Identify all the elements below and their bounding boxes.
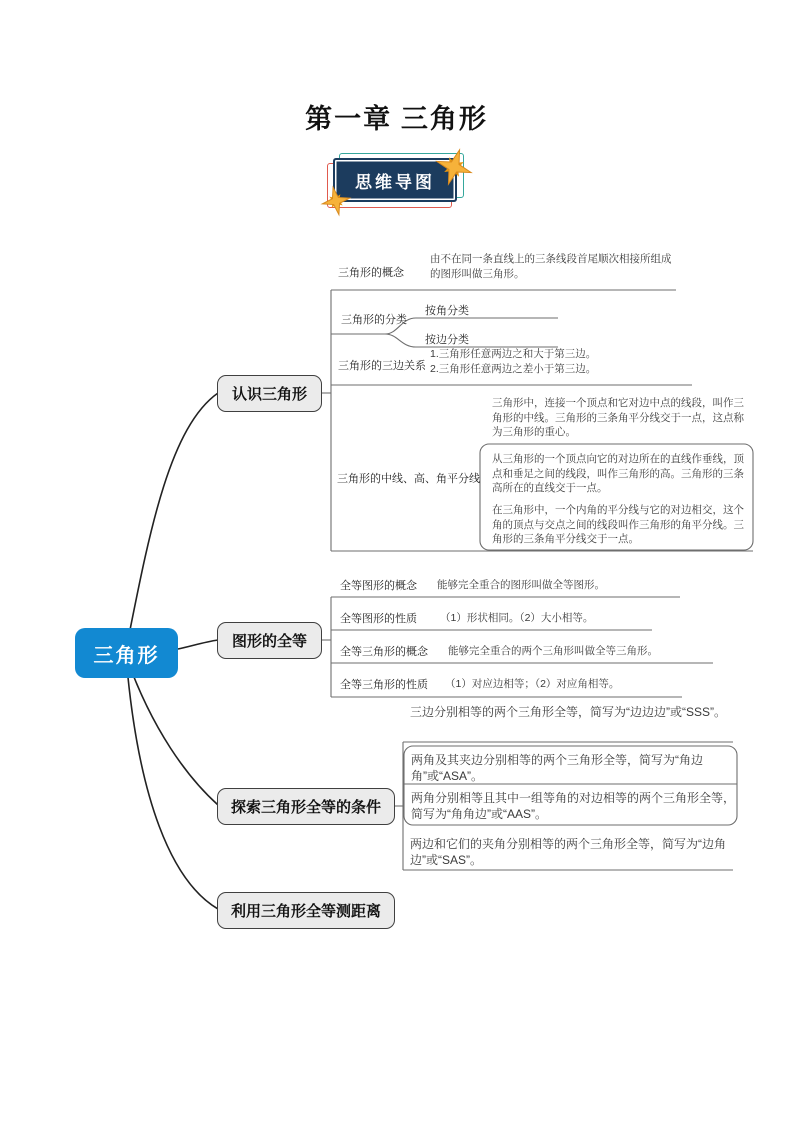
branch-label: 认识三角形 <box>231 386 307 403</box>
branch-node-congruent-figures <box>217 622 322 659</box>
subtopic-label-three-sides: 三角形的三边关系 <box>338 360 426 372</box>
branch-label: 探索三角形全等的条件 <box>230 799 381 816</box>
rule-sss: 三边分别相等的两个三角形全等，简写为“边边边”或“SSS”。 <box>410 705 726 719</box>
rule-sas: 两边和它们的夹角分别相等的两个三角形全等，简写为“边角边”或“SAS”。 <box>410 837 726 867</box>
subtopic-label-congruent-triangle-property: 全等三角形的性质 <box>340 679 428 691</box>
branch-label: 图形的全等 <box>231 633 307 650</box>
rule-aas: 两角分别相等且其中一组等角的对边相等的两个三角形全等，简写为“角角边”或“AAS”。 <box>411 791 736 821</box>
subtopic-label-congruent-figure-concept: 全等图形的概念 <box>340 580 417 592</box>
subtopic-desc-congruent-figure-concept: 能够完全重合的图形叫做全等图形。 <box>437 579 605 591</box>
branch-node-congruence-conditions <box>217 788 395 825</box>
subtopic-label-classify-by-side: 按边分类 <box>425 334 469 346</box>
subtopic-desc-congruent-figure-property: （1）形状相同。（2）大小相等。 <box>440 612 594 624</box>
root-node-label: 三角形 <box>93 644 160 667</box>
subtopic-desc-congruent-triangle-property: （1）对应边相等；（2）对应角相等。 <box>445 678 620 690</box>
mindmap-badge-label: 思维导图 <box>355 172 435 192</box>
branch-label: 利用三角形全等测距离 <box>230 903 381 920</box>
subtopic-desc-congruent-triangle-concept: 能够完全重合的两个三角形叫做全等三角形。 <box>448 645 658 657</box>
subtopic-desc-bisector: 在三角形中，一个内角的平分线与它的对边相交，这个角的顶点与交点之间的线段叫作三角形的角平分线。三角形的三条角平分线交于一点。 <box>492 504 744 545</box>
branch-node-know-triangle <box>217 375 322 412</box>
subtopic-desc-concept: 由不在同一条直线上的三条线段首尾顺次相接所组成的图形叫做三角形。 <box>430 253 672 280</box>
chapter-title: 第一章 三角形 <box>305 104 488 134</box>
rule-asa: 两角及其夹边分别相等的两个三角形全等，简写为“角边角”或“ASA”。 <box>411 753 703 783</box>
subtopic-label-classify: 三角形的分类 <box>341 314 407 326</box>
subtopic-label-classify-by-angle: 按角分类 <box>425 305 469 317</box>
subtopic-label-congruent-triangle-concept: 全等三角形的概念 <box>340 646 428 658</box>
subtopic-desc-three-sides: 1.三角形任意两边之和大于第三边。 2.三角形任意两边之差小于第三边。 <box>430 348 597 375</box>
branch-node-measure-distance <box>217 892 395 929</box>
subtopic-desc-height: 从三角形的一个顶点向它的对边所在的直线作垂线，顶点和垂足之间的线段，叫作三角形的高。三角形的三条高所在的直线交于一点。 <box>492 453 744 494</box>
subtopic-label-cevians: 三角形的中线、高、角平分线 <box>337 473 480 485</box>
subtopic-label-concept: 三角形的概念 <box>338 267 404 279</box>
root-node-triangle <box>75 628 178 678</box>
subtopic-label-congruent-figure-property: 全等图形的性质 <box>340 613 417 625</box>
subtopic-desc-median: 三角形中，连接一个顶点和它对边中点的线段，叫作三角形的中线。三角形的三条角平分线交于一点，这点称为三角形的重心。 <box>492 397 744 438</box>
